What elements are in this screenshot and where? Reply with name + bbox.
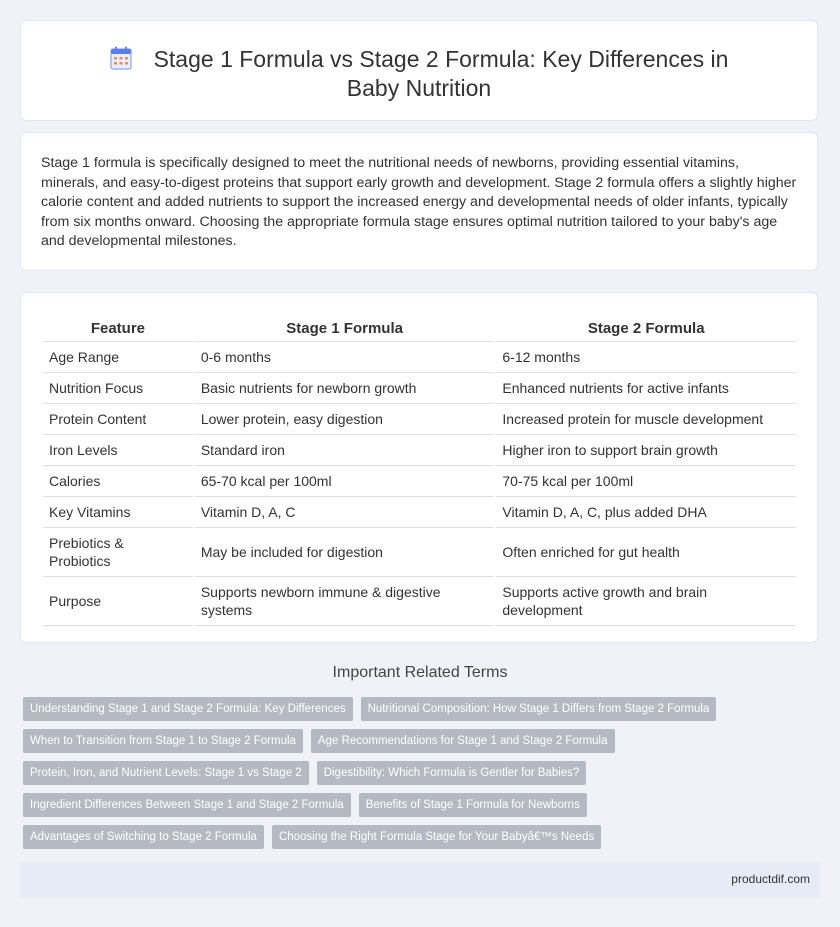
table-cell: Supports active growth and brain development: [496, 577, 796, 626]
table-cell: Calories: [43, 466, 193, 497]
table-cell: Lower protein, easy digestion: [195, 404, 495, 435]
footer-site-name: productdif.com: [731, 872, 810, 886]
table-header-row: [43, 315, 796, 342]
table-cell: 65-70 kcal per 100ml: [195, 466, 495, 497]
related-term-tag[interactable]: Digestibility: Which Formula is Gentler for Babies?: [317, 761, 587, 785]
table-cell: Age Range: [43, 342, 193, 373]
table-cell: Often enriched for gut health: [496, 528, 796, 577]
related-term-tag[interactable]: Ingredient Differences Between Stage 1 and Stage 2 Formula: [23, 793, 351, 817]
table-row: [43, 342, 796, 373]
table-cell: Supports newborn immune & digestive systems: [195, 577, 495, 626]
header-card: [20, 20, 818, 121]
table-cell: May be included for digestion: [195, 528, 495, 577]
related-term-tag[interactable]: When to Transition from Stage 1 to Stage 2 Formula: [23, 729, 303, 753]
table-cell: Increased protein for muscle development: [496, 404, 796, 435]
related-terms-title: Important Related Terms: [332, 664, 508, 681]
related-term-tag[interactable]: Protein, Iron, and Nutrient Levels: Stage 1 vs Stage 2: [23, 761, 309, 785]
table-row: [43, 466, 796, 497]
table-cell: Protein Content: [43, 404, 193, 435]
table-header: Stage 2 Formula: [496, 315, 796, 342]
related-term-tag[interactable]: Choosing the Right Formula Stage for Your Babyâ€™s Needs: [272, 825, 601, 849]
table-header: Feature: [43, 315, 193, 342]
comparison-card: [20, 292, 818, 643]
related-term-tag[interactable]: Nutritional Composition: How Stage 1 Differs from Stage 2 Formula: [361, 697, 717, 721]
table-cell: Standard iron: [195, 435, 495, 466]
table-row: [43, 435, 796, 466]
table-cell: Purpose: [43, 577, 193, 626]
table-cell: 70-75 kcal per 100ml: [496, 466, 796, 497]
intro-text: Stage 1 formula is specifically designed to meet the nutritional needs of newborns, providing essential vitamins, minerals, and easy-to-digest proteins that support early growth and development. Stage 2 formula offers a slightly higher calorie content and added nutrients to support the increased energy and developmental needs of older infants, typically from six months onward. Choosing the appropriate formula stage ensures optimal nutrition tailored to your baby's age and developmental milestones.: [41, 155, 797, 250]
related-term-tag[interactable]: Age Recommendations for Stage 1 and Stage 2 Formula: [311, 729, 615, 753]
table-cell: Vitamin D, A, C: [195, 497, 495, 528]
table-row: [43, 373, 796, 404]
table-cell: Basic nutrients for newborn growth: [195, 373, 495, 404]
table-cell: Higher iron to support brain growth: [496, 435, 796, 466]
table-cell: Vitamin D, A, C, plus added DHA: [496, 497, 796, 528]
footer: [20, 863, 820, 897]
related-term-tag[interactable]: Understanding Stage 1 and Stage 2 Formula: Key Differences: [23, 697, 353, 721]
table-cell: Iron Levels: [43, 435, 193, 466]
table-cell: Nutrition Focus: [43, 373, 193, 404]
table-row: [43, 577, 796, 626]
table-row: [43, 528, 796, 577]
page-title-wrap: [81, 45, 757, 103]
comparison-table: [41, 315, 798, 626]
calendar-icon: [110, 46, 132, 70]
related-terms-list: [23, 697, 803, 857]
page-title: Stage 1 Formula vs Stage 2 Formula: Key Differences in Baby Nutrition: [153, 46, 729, 101]
related-term-tag[interactable]: Advantages of Switching to Stage 2 Formula: [23, 825, 264, 849]
table-cell: 6-12 months: [496, 342, 796, 373]
related-term-tag[interactable]: Benefits of Stage 1 Formula for Newborns: [359, 793, 587, 817]
table-cell: Enhanced nutrients for active infants: [496, 373, 796, 404]
table-cell: 0-6 months: [195, 342, 495, 373]
table-cell: Prebiotics & Probiotics: [43, 528, 193, 577]
table-cell: Key Vitamins: [43, 497, 193, 528]
table-row: [43, 497, 796, 528]
intro-card: [20, 132, 818, 271]
table-header: Stage 1 Formula: [195, 315, 495, 342]
table-row: [43, 404, 796, 435]
